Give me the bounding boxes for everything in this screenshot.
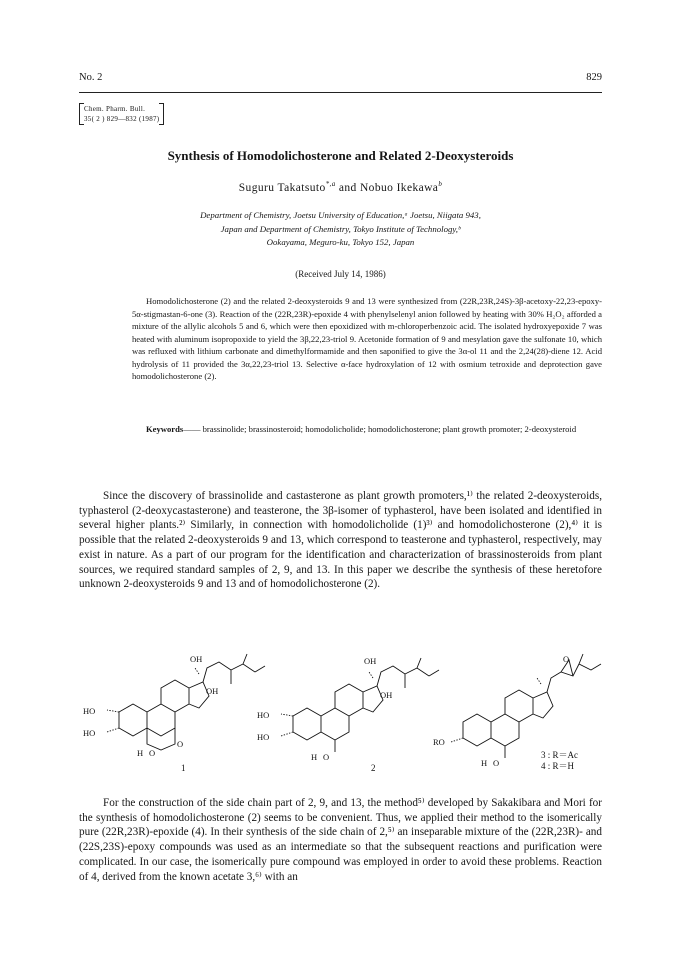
author-1-mark: *,a (325, 180, 336, 188)
running-head (79, 72, 602, 83)
author-2-mark: b (438, 180, 443, 188)
s1-o-label: O (149, 748, 156, 758)
bracket-left (79, 103, 84, 125)
abstract: Homodolichosterone (2) and the related 2-deoxysteroids 9 and 13 were synthesized from (22R,23R,24S)-3β-acetoxy-22,23-epoxy-5α-stigmastan-6-one (3). Reaction of the (22R,23R)-epoxide 4 with phenylselenyl anion followed by heating with 30% H₂O₂ afforded a mixture of the allylic alcohols 5 and 6, which were then epoxidized with m-chloroperbenzoic acid. The isolated hydroxyepoxide 7 was heated with aluminum isopropoxide to yield the 3β,22,23-triol 9. Acetonide formation of 9 and mesylation gave the sulfonate 10, which was refluxed with lithium carbonate and dimethylformamide and then saponified to give the 3α-ol 11 and the 2,24(28)-diene 12. Acid hydrolysis of 11 provided the 3α,22,23-triol 13. Selective α-face hydroxylation of 12 with osmium tetroxide and deprotection gave homodolichosterone (2). (132, 296, 602, 381)
page-number: 829 (586, 72, 602, 83)
received-date: (Received July 14, 1986) (295, 269, 386, 279)
s3-o-label: O (493, 758, 500, 768)
s3-epoxide-o: O (563, 654, 570, 664)
paper-title: Synthesis of Homodolichosterone and Related 2-Deoxysteroids (167, 148, 514, 163)
compound-number-2: 2 (371, 763, 376, 773)
author-line (79, 180, 602, 194)
affiliation-block (79, 209, 602, 250)
body-paragraph: For the construction of the side chain part of 2, 9, and 13, the method⁵⁾ developed by Sakakibara and Mori for the synthesis of homodolichosterone (2) seems to be convenient. Thus, we applied their method to the isomerically pure (22R,23R)-epoxide (4). In their synthesis of the side chain of 2,⁵⁾ an inseparable mixture of the (22R,23R)- and (22S,23S)-epoxy compounds was used as an intermediate so that the subsequent reactions and purification were complicated. In our case, the isomerically pure compound was employed in order to avoid these problems. Reaction of 4, derived from the known acetate 3,⁶⁾ with an (79, 797, 602, 883)
structures-svg (79, 650, 609, 780)
s3-h-label: H (481, 758, 488, 768)
s3-ring-b (491, 714, 519, 746)
author-1-given: Suguru (238, 181, 275, 194)
s1-ho-a: HO (83, 706, 96, 716)
s3-ring-d (533, 692, 553, 718)
s2-wedges (281, 672, 373, 736)
structure-1 (83, 654, 265, 773)
affiliation-line: Department of Chemistry, Joetsu University of Education,ᵃ Joetsu, Niigata 943, (200, 210, 481, 220)
structure-2 (257, 656, 439, 773)
s1-lactone (147, 728, 175, 750)
chemical-structures-figure (79, 650, 609, 780)
citation-journal: Chem. Pharm. Bull. (84, 105, 146, 113)
journal-citation (79, 103, 164, 125)
s1-ring-b (147, 704, 175, 736)
author-1-family: Takatsuto (277, 181, 326, 194)
affiliation-line: Japan and Department of Chemistry, Tokyo Institute of Technology,ᵇ (220, 223, 461, 234)
s3-ro: RO (433, 737, 445, 747)
header-rule (79, 92, 602, 93)
introduction-paragraph: Since the discovery of brassinolide and castasterone as plant growth promoters,¹⁾ the related 2-deoxysteroids, typhasterol (2-deoxycastasterone) and teasterone, the 3β-isomer of typhasterol, have been isolated and identified in several higher plants.²⁾ Similarly, in connection with homodolicholide (1)³⁾ and homodolichosterone (2),⁴⁾ it is possible that the related 2-deoxysteroids 9 and 13, which correspond to teasterone and typhasterol, respectively, may exist in nature. As a part of our program for the identification and characterization of brassinosteroids from plant sources, we required standard samples of 2, 9, and 13. In this paper we describe the synthesis of these heretofore unknown 2-deoxysteroids 9 and 13 and of homodolichosterone (2). (79, 490, 602, 591)
s1-side-chain (203, 654, 265, 684)
keywords-label: Keywords (146, 424, 184, 434)
s2-side-chain (377, 658, 439, 688)
bracket-right (159, 103, 164, 125)
s1-ring-a (119, 704, 147, 736)
s3-ring-a (463, 714, 491, 746)
citation-volume: 35( 2 ) 829—832 (1987) (84, 115, 160, 123)
compound-legend-3: 3 : R＝Ac (541, 750, 578, 760)
s3-side-chain (547, 654, 601, 692)
s2-ho-b: HO (257, 732, 270, 742)
s2-ring-c (335, 684, 363, 716)
keywords (132, 423, 602, 436)
s2-o-label: O (323, 752, 330, 762)
s2-ring-b (321, 708, 349, 740)
author-conjunction: and (338, 181, 357, 194)
s1-o-ring: O (177, 739, 184, 749)
s2-oh-mid: OH (380, 690, 393, 700)
s2-ring-a (293, 708, 321, 740)
s2-h-label: H (311, 752, 318, 762)
s3-wedges (451, 678, 541, 742)
author-2-family: Ikekawa (396, 181, 439, 194)
s1-oh-top: OH (190, 654, 203, 664)
s3-ring-c (505, 690, 533, 722)
issue-number: No. 2 (79, 72, 103, 83)
affiliation-line: Ookayama, Meguro-ku, Tokyo 152, Japan (266, 237, 415, 247)
s1-h-label: H (137, 748, 144, 758)
s1-wedges (107, 668, 199, 732)
keywords-text: —— brassinolide; brassinosteroid; homodolicholide; homodolichosterone; plant growth promoter; 2-deoxysteroid (183, 424, 577, 434)
compound-legend-4: 4 : R＝H (541, 761, 575, 771)
s2-oh-top: OH (364, 656, 377, 666)
s1-ring-c (161, 680, 189, 712)
author-2-given: Nobuo (359, 181, 394, 194)
compound-number-1: 1 (181, 763, 186, 773)
structure-3-4 (433, 654, 601, 771)
s1-oh-mid: OH (206, 686, 219, 696)
s2-ho-a: HO (257, 710, 270, 720)
s1-ho-b: HO (83, 728, 96, 738)
